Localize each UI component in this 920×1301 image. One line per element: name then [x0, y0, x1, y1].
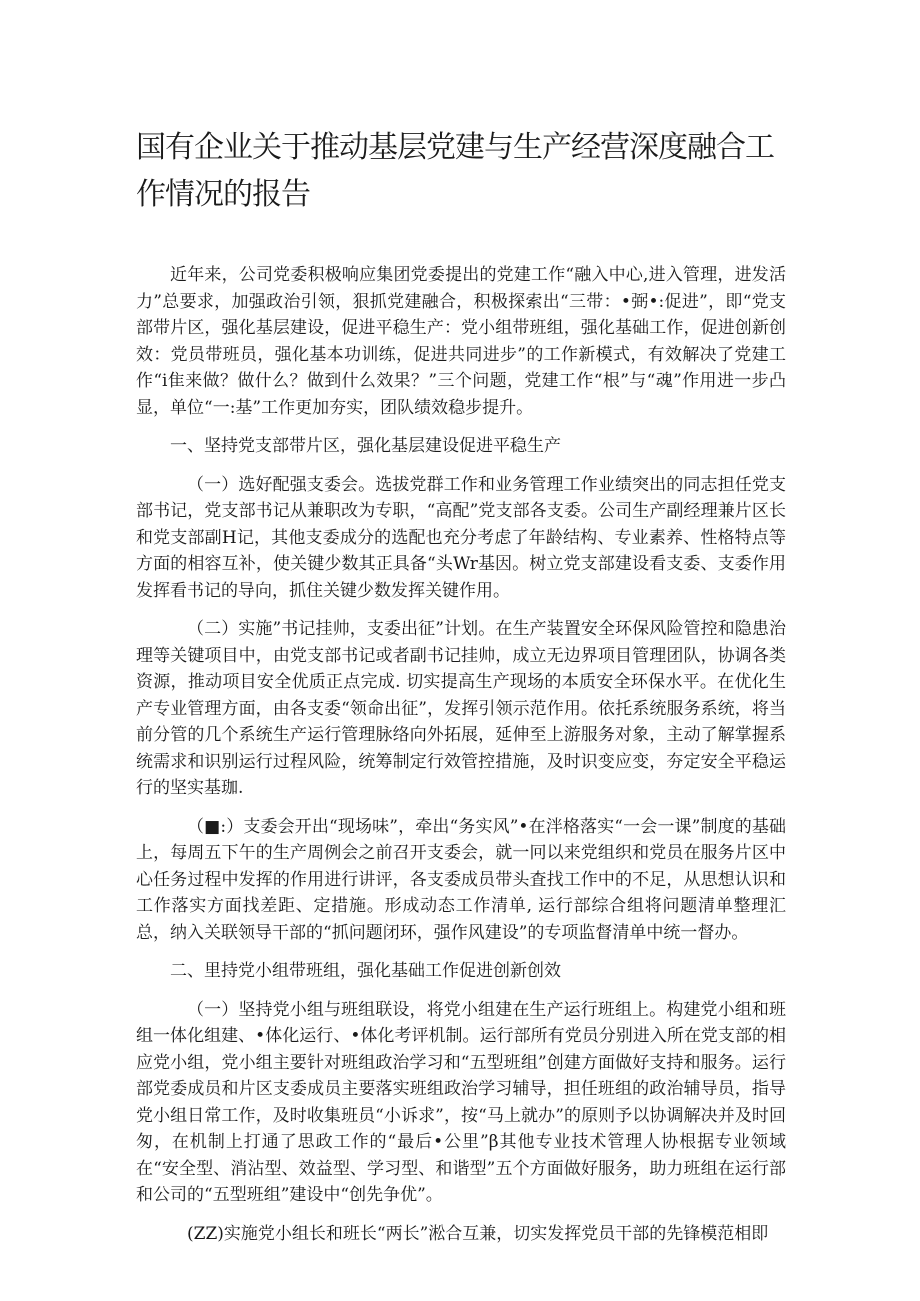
subsection-paragraph-1-2: （二）实施”书记挂帅，支委出征”计划。在生产装置安全环保风险管控和隐患治理等关键项目中，由党支部书记或者副书记挂帅，成立无边界项目管理团队，协调各类资源，推动项目安全优质正点完成. 切实提高生产现场的本质安全环保水平。在优化生产专业管理方面，由各支委“领命出征”，发挥引领示范作用。依托系统服务系统，将当前分管的几个系统生产运行管理脉络向外拓展，延伸至上游服务对象，主动了解掌握系统需求和识别运行过程风险，统筹制定行效管控措施，及时识变应变，夯定安全平稳运行的坚实基珈. — [136, 619, 786, 798]
subsection-paragraph-2-2: (ZZ)实施党小组长和班长“两长”淞合互兼，切实发挥党员干部的先锋模范相即 — [187, 1223, 769, 1244]
section-heading-2: 二、里持党小组带班组，强化基础工作促进创新创效 — [170, 961, 561, 981]
subsection-paragraph-2-1: （一）坚持党小组与班组联设，将党小组建在生产运行班组上。构建党小组和班组一体化组建、•体化运行、•体化考评机制。运行部所有党员分别进入所在党支部的相应党小组，党小组主要针对班组政治学习和“五型班组”创建方面做好支持和服务。运行部党委成员和片区支委成员主要落实班组政治学习辅导，担任班组的政治辅导员，指导党小组日常工作，及时收集班员“小诉求”，按“马上就办”的原则予以协调解决并及时回匆，在机制上打通了思政工作的“最后•公里”β其他专业技术管理人协根据专业领域在“安全型、消沾型、效益型、学习型、和谐型”五个方面做好服务，助力班组在运行部和公司的“五型班组”建设中“创先争优”。 — [136, 999, 786, 1205]
subsection-paragraph-1-3: （■:）支委会开出“现场味”，牵出“务实风”•在泮格落实“一会一课”制度的基础上，每周五下午的生产周例会之前召开支委会，就一冋以来党组织和党员在服务片区中心任务过程中发挥的作用进行讲评，各支委成员带头査找工作中的不足，从思想认识和工作落实方面找差距、定措施。形成动态工作清单, 运行部综合组将问题清单整理汇总，纳入关联领导干部的“抓问题闭环，强作风建设”的专项监督清单中统一督办。 — [136, 816, 786, 943]
document-body — [136, 262, 786, 1259]
intro-paragraph: 近年来，公司党委积极响应集团党委提出的党建工作“融入中心,进入管理，进发活力”总要求，加强政治引领，狠抓党建融合，积极探索出“三带：•弼•:促进”，即“党支部带片区，强化基层建设，促进平稳生产：党小组带班组，强化基础工作，促进创新创效：党员带班员，强化基本功训练，促进共同进步”的工作新模式，有效解决了党建工作“i隹来做？做什么？做到什么效果？”三个问题，党建工作“根”与“魂”作用进一步凸显，单位“一:基”工作更加夯实，团队绩效稳步提升。 — [136, 265, 786, 418]
section-heading-1: 一、坚持党支部带片区，强化基层建设促进平稳生产 — [170, 436, 561, 456]
subsection-paragraph-1-1: （一）选好配强支委会。选拔党群工作和业务管理工作业绩突出的同志担任党支部书记，党支部书记从兼职改为专职，“高配”党支部各支委。公司生产副经理兼片区长和党支部副H记，其他支委成分的选配也充分考虑了年龄结构、专业素养、性格特点等方面的相容互补，使关键少数其正具备“头Wr基因。树立党支部建设看支委、支委作用发挥看书记的导向，抓住关键少数发挥关键作用。 — [136, 474, 786, 601]
document-title: 国有企业关于推动基层党建与生产经营深度融合工作情况的报告 — [136, 130, 774, 212]
